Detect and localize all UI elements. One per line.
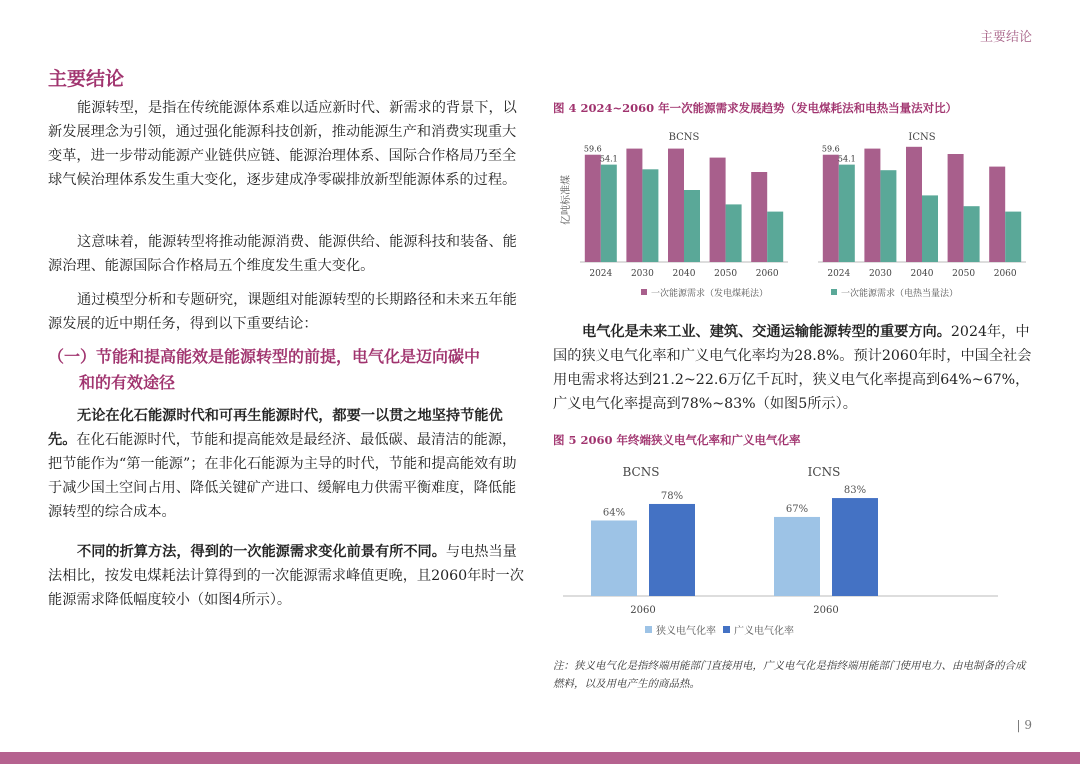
data-label-bcns-s1: 54.1 xyxy=(599,154,618,164)
legend-swatch-0 xyxy=(641,289,647,295)
section-title: 主要结论 xyxy=(48,68,125,90)
bar-bcns-2060-s1 xyxy=(767,212,783,262)
paragraph-1: 能源转型，是指在传统能源体系难以适应新时代、新需求的背景下，以新发展理念为引领，通过强化能源科技创新，推动能源生产和消费实现重大变革，进一步带动能源产业链供应链、能源治理体系、国际合作格局乃至全球气候治理体系发生重大变化，逐步建成净零碳排放新型能源体系的过程。 xyxy=(48,100,517,188)
paragraph-6-bold: 电气化是未来工业、建筑、交通运输能源转型的重要方向。 xyxy=(582,324,951,340)
bar-bcns-2050-s1 xyxy=(726,204,742,262)
data-label-icns-s0: 67% xyxy=(785,503,809,515)
paragraph-5 xyxy=(48,540,528,612)
bar-icns-2040-s0 xyxy=(906,147,922,262)
legend-label-0: 狭义电气化率 xyxy=(656,626,716,637)
panel-title-icns: ICNS xyxy=(908,132,936,143)
bar-bcns-2024-s1 xyxy=(601,165,617,262)
data-label-icns-s1: 54.1 xyxy=(837,154,856,164)
data-label-bcns-s1: 78% xyxy=(660,490,684,502)
x-tick-icns-2024: 2024 xyxy=(827,269,851,279)
paragraph-2: 这意味着，能源转型将推动能源消费、能源供给、能源科技和装备、能源治理、能源国际合作格局五个维度发生重大变化。 xyxy=(48,234,517,274)
sub-heading-line2: 和的有效途径 xyxy=(79,373,176,392)
data-label-icns-s0: 59.6 xyxy=(821,144,840,154)
legend-swatch-1 xyxy=(723,626,730,633)
paragraph-4-text: 在化石能源时代，节能和提高能效是最经济、最低碳、最清洁的能源，把节能作为“第一能源”；在非化石能源为主导的时代，节能和提高能效有助于减少国土空间占用、降低关键矿产进口、缓解电力供需平衡难度，降低能源转型的综合成本。 xyxy=(48,432,517,520)
bar-bcns-2060-s0 xyxy=(751,172,767,262)
figure-5-chart xyxy=(553,452,1033,644)
legend-swatch-1 xyxy=(831,289,837,295)
bottom-bar xyxy=(0,752,1080,764)
panel-title-bcns: BCNS xyxy=(622,465,660,479)
bar-icns-2060-s0 xyxy=(989,167,1005,262)
sub-heading-line1: （一）节能和提高能效是能源转型的前提，电气化是迈向碳中 xyxy=(48,347,481,366)
bar-bcns-s1 xyxy=(649,504,695,596)
figure-5-caption: 图 5 2060 年终端狭义电气化率和广义电气化率 xyxy=(553,433,801,447)
x-tick-1: 2060 xyxy=(813,605,839,616)
bar-bcns-s0 xyxy=(591,520,637,596)
bar-icns-2024-s0 xyxy=(823,155,839,262)
legend-label-0: 一次能源需求（发电煤耗法） xyxy=(651,289,769,299)
bar-icns-2030-s1 xyxy=(880,170,896,262)
data-label-bcns-s0: 59.6 xyxy=(583,144,602,154)
y-axis-label: 亿吨标准煤 xyxy=(561,175,572,225)
data-label-icns-s1: 83% xyxy=(843,485,867,497)
bar-icns-s0 xyxy=(774,517,820,596)
panel-title-bcns: BCNS xyxy=(668,132,700,143)
page-number: | 9 xyxy=(1016,718,1032,732)
bar-icns-2024-s1 xyxy=(839,165,855,262)
x-tick-bcns-2040: 2040 xyxy=(672,269,696,279)
paragraph-3: 通过模型分析和专题研究，课题组对能源转型的长期路径和未来五年能源发展的近中期任务，得到以下重要结论： xyxy=(48,292,517,332)
paragraph-6 xyxy=(553,320,1035,416)
sub-heading xyxy=(48,344,528,396)
legend-swatch-0 xyxy=(645,626,652,633)
bar-icns-2050-s1 xyxy=(964,206,980,262)
paragraph-5-text: 与电热当量法相比，按发电煤耗法计算得到的一次能源需求峰值更晚，且2060年时一次能源需求降低幅度较小（如图4所示）。 xyxy=(48,544,524,608)
legend-label-1: 广义电气化率 xyxy=(734,626,794,637)
bar-icns-2060-s1 xyxy=(1005,212,1021,262)
page-header-title: 主要结论 xyxy=(979,30,1032,45)
bar-icns-2040-s1 xyxy=(922,195,938,262)
bar-bcns-2050-s0 xyxy=(710,158,726,262)
paragraph-5-bold: 不同的折算方法，得到的一次能源需求变化前景有所不同。 xyxy=(77,544,446,560)
figure-4-chart xyxy=(553,120,1033,308)
x-tick-0: 2060 xyxy=(630,605,656,616)
bar-icns-s1 xyxy=(832,498,878,596)
bar-bcns-2024-s0 xyxy=(585,155,601,262)
x-tick-icns-2060: 2060 xyxy=(993,269,1017,279)
x-tick-icns-2030: 2030 xyxy=(868,269,892,279)
x-tick-bcns-2024: 2024 xyxy=(589,269,613,279)
x-tick-bcns-2030: 2030 xyxy=(630,269,654,279)
bar-bcns-2040-s1 xyxy=(684,190,700,262)
figure-note: 注：狭义电气化是指终端用能部门直接用电，广义电气化是指终端用能部门使用电力、由电制备的合成燃料，以及用电产生的商品热。 xyxy=(553,660,1026,690)
paragraph-4-bold: 无论在化石能源时代和可再生能源时代，都要一以贯之地坚持节能优先。 xyxy=(48,408,503,448)
bar-bcns-2040-s0 xyxy=(668,149,684,262)
x-tick-icns-2050: 2050 xyxy=(952,269,976,279)
x-tick-bcns-2060: 2060 xyxy=(755,269,779,279)
paragraph-4 xyxy=(48,404,528,524)
bar-icns-2030-s0 xyxy=(864,149,880,262)
bar-icns-2050-s0 xyxy=(948,154,964,262)
bar-bcns-2030-s1 xyxy=(642,169,658,262)
panel-title-icns: ICNS xyxy=(807,465,841,479)
x-tick-icns-2040: 2040 xyxy=(910,269,934,279)
paragraph-6-text: 2024年，中国的狭义电气化率和广义电气化率均为28.8%。预计2060年时，中国全社会用电需求将达到21.2~22.6万亿千瓦时，狭义电气化率提高到64%~67%，广义电气化率提高到78%~83%（如图5所示）。 xyxy=(553,324,1032,412)
bar-bcns-2030-s0 xyxy=(626,149,642,262)
data-label-bcns-s0: 64% xyxy=(602,507,626,519)
legend-label-1: 一次能源需求（电热当量法） xyxy=(841,289,959,299)
figure-4-caption: 图 4 2024~2060 年一次能源需求发展趋势（发电煤耗法和电热当量法对比） xyxy=(553,101,958,115)
x-tick-bcns-2050: 2050 xyxy=(714,269,738,279)
